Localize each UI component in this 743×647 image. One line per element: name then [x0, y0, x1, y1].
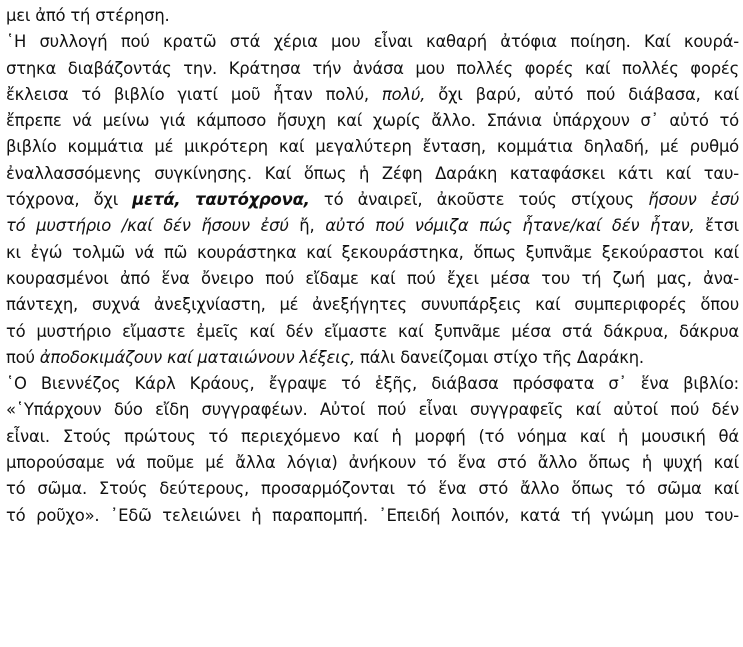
text-line: [6, 319, 739, 345]
text-line: [6, 424, 739, 450]
text-segment: βιβλίο κομμάτια μέ μικρότερη καί μεγαλύτερη ἔνταση, κομμάτια δηλαδή, μέ ρυθμό: [6, 137, 739, 157]
text-segment: τό ροῦχο». ᾿Εδῶ τελειώνει ἡ παραπομπή. ᾿Επειδή λοιπόν, κατά τή γνώμη μου του-: [6, 505, 739, 525]
text-segment: «῾Υπάρχουν δύο εἴδη συγγραφέων. Αὐτοί πού εἶναι συγγραφεῖς καί αὐτοί πού δέν: [6, 400, 739, 420]
text-line: [6, 292, 739, 318]
text-segment: εἶναι. Στούς πρώτους τό περιεχόμενο καί ἡ μορφή (τό νόημα καί ἡ μουσική θά: [6, 426, 739, 446]
text-segment: στηκα διαβάζοντάς την. Κράτησα τήν ἀνάσα μου πολλές φορές καί πολλές φορές: [6, 58, 739, 78]
text-line: [6, 161, 739, 187]
emphasized-text: ἤσουν ἐσύ: [648, 190, 739, 210]
text-line: [6, 371, 739, 397]
text-line: [6, 476, 739, 502]
text-segment: κουρασμένοι ἀπό ἕνα ὄνειρο πού εἴδαμε καί πού ἔχει μέσα του τή ζωή μας, ἀνα-: [6, 268, 739, 288]
text-segment: ἔτσι: [694, 216, 739, 236]
text-line: [6, 397, 739, 423]
emphasized-text: τό μυστήριο /καί δέν ἤσουν ἐσύ: [6, 216, 289, 236]
text-line: [6, 56, 739, 82]
text-segment: πάντεχη, συχνά ἀνεξιχνίαστη, μέ ἀνεξήγητες συνυπάρξεις καί συμπεριφορές ὅπου: [6, 295, 739, 315]
text-line: [6, 187, 739, 213]
text-segment: κι ἐγώ τολμῶ νά πῶ κουράστηκα καί ξεκουράστηκα, ὅπως ξυπνᾶμε ξεκούραστοι καί: [6, 242, 739, 262]
text-segment: τόχρονα, ὄχι: [6, 190, 133, 210]
text-segment: τό μυστήριο εἴμαστε ἐμεῖς καί δέν εἴμαστε καί ξυπνᾶμε μέσα στά δάκρυα, δάκρυα: [6, 321, 739, 341]
text-line: [6, 29, 739, 55]
text-segment: μει ἀπό τή στέρηση.: [6, 6, 170, 25]
document-page: [6, 3, 739, 529]
text-line: [6, 82, 739, 108]
text-segment: ἤ,: [288, 216, 326, 236]
text-segment: ῾Ο Βιεννέζος Κάρλ Κράους, ἔγραψε τό ἑξῆς, διάβασα πρόσφατα σ᾽ ἕνα βιβλίο:: [6, 374, 739, 394]
emphasized-text: πολύ,: [381, 84, 426, 104]
emphasized-text: ἀποδοκιμάζουν καί ματαιώνουν λέξεις,: [39, 347, 355, 367]
text-segment: ὄχι βαρύ, αὐτό πού διάβασα, καί: [425, 84, 739, 104]
text-segment: ῾Η συλλογή πού κρατῶ στά χέρια μου εἶναι καθαρή ἀτόφια ποίηση. Καί κουρά-: [6, 32, 739, 52]
text-segment: μπορούσαμε νά ποῦμε μέ ἄλλα λόγια) ἀνήκουν τό ἕνα στό ἄλλο ὅπως ἡ ψυχή καί: [6, 453, 739, 473]
emphasized-text: αὐτό πού νόμιζα πώς ἦτανε/καί δέν ἦταν,: [325, 216, 695, 236]
text-line: [6, 450, 739, 476]
text-line: [6, 345, 739, 371]
emphasized-text: μετά, ταυτόχρονα,: [132, 190, 310, 210]
text-line: [6, 503, 739, 529]
text-segment: ἐναλλασσόμενης συγκίνησης. Καί ὅπως ἡ Ζέφη Δαράκη καταφάσκει κάτι καί ταυ-: [6, 163, 739, 183]
text-line: [6, 3, 739, 29]
text-line: [6, 240, 739, 266]
text-segment: πού: [6, 347, 40, 367]
text-line: [6, 266, 739, 292]
text-line: [6, 134, 739, 160]
text-segment: πάλι δανείζομαι στίχο τῆς Δαράκη.: [354, 347, 644, 367]
text-segment: ἔπρεπε νά μείνω γιά κάμποσο ἥσυχη καί χωρίς ἄλλο. Σπάνια ὑπάρχουν σ᾽ αὐτό τό: [6, 111, 739, 131]
text-segment: τό σῶμα. Στούς δεύτερους, προσαρμόζονται τό ἕνα στό ἄλλο ὅπως τό σῶμα καί: [6, 479, 739, 499]
text-segment: ἔκλεισα τό βιβλίο γιατί μοῦ ἦταν πολύ,: [6, 84, 382, 104]
text-line: [6, 213, 739, 239]
text-segment: τό ἀναιρεῖ, ἀκοῦστε τούς στίχους: [309, 190, 649, 210]
text-line: [6, 108, 739, 134]
